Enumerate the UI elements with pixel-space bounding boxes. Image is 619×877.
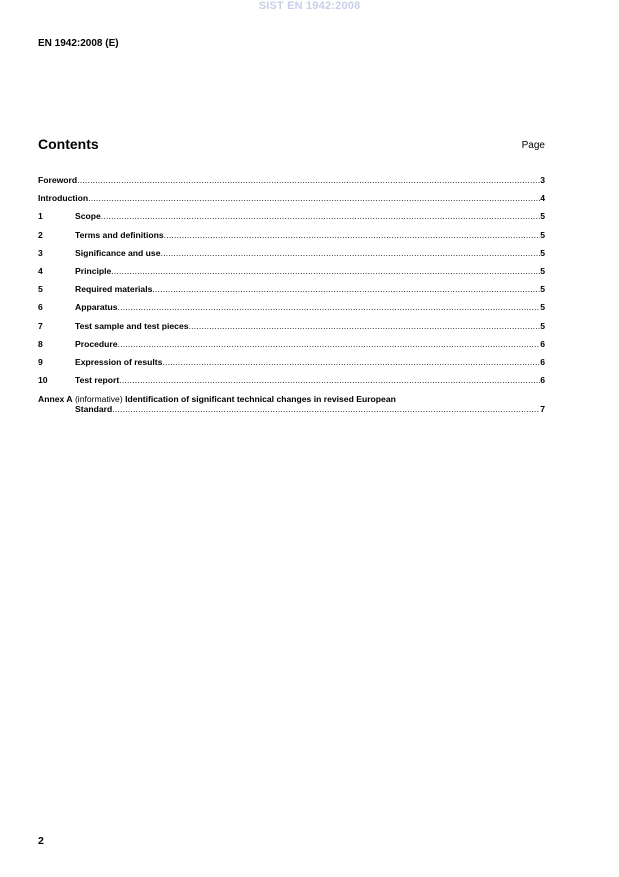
toc-dot-leader — [152, 284, 540, 294]
annex-title-line2: Standard — [75, 404, 113, 415]
toc-entry-title: Foreword — [38, 175, 78, 185]
toc-entry-annex-a[interactable] — [38, 394, 545, 414]
toc-entry-title: Terms and definitions — [75, 229, 164, 240]
toc-dot-leader — [162, 357, 540, 367]
toc-entry-significance-and-use[interactable] — [38, 248, 545, 266]
toc-entry-page: 6 — [540, 338, 545, 349]
annex-continuation-line — [38, 404, 545, 414]
toc-entry-number: 3 — [38, 247, 43, 258]
toc-entry-test-sample[interactable] — [38, 321, 545, 339]
toc-dot-leader — [119, 375, 540, 385]
toc-dot-leader — [164, 230, 541, 240]
toc-entry-page: 5 — [540, 284, 545, 295]
page-column-label: Page — [521, 140, 545, 151]
toc-dot-leader — [160, 248, 540, 258]
toc-entry-scope[interactable] — [38, 211, 545, 229]
toc-entry-title: Introduction — [38, 193, 89, 204]
toc-dot-leader — [118, 339, 541, 349]
toc-entry-number: 7 — [38, 320, 43, 331]
toc-entry-page: 5 — [540, 302, 545, 313]
toc-dot-leader — [189, 321, 541, 331]
toc-dot-leader — [112, 404, 540, 414]
toc-entry-title: Test report — [75, 375, 120, 386]
toc-entry-terms-and-definitions[interactable] — [38, 230, 545, 248]
toc-entry-title: Procedure — [75, 338, 118, 349]
toc-entry-title: Scope — [75, 211, 101, 222]
toc-entry-number: 5 — [38, 284, 43, 295]
toc-entry-principle[interactable] — [38, 266, 545, 284]
toc-entry-page: 5 — [540, 320, 545, 331]
toc-entry-expression-of-results[interactable] — [38, 357, 545, 375]
annex-page: 7 — [540, 404, 545, 415]
contents-heading: Contents — [38, 136, 99, 152]
toc-entry-page: 5 — [540, 229, 545, 240]
toc-entry-foreword[interactable] — [38, 175, 545, 193]
toc-entry-title: Expression of results — [75, 356, 163, 367]
toc-entry-required-materials[interactable] — [38, 284, 545, 302]
toc-entry-page: 6 — [540, 375, 545, 386]
toc-entry-page: 6 — [540, 356, 545, 367]
document-id: EN 1942:2008 (E) — [38, 38, 119, 49]
toc-dot-leader — [77, 175, 540, 185]
toc-entry-number: 9 — [38, 356, 43, 367]
toc-entry-page: 4 — [540, 193, 545, 204]
annex-label: Annex A — [38, 394, 73, 405]
toc-dot-leader — [101, 211, 540, 221]
toc-entry-page: 5 — [540, 211, 545, 222]
toc-dot-leader — [118, 302, 541, 312]
annex-qualifier: (informative) — [74, 394, 123, 405]
watermark: SIST EN 1942:2008 — [258, 0, 361, 12]
toc-entry-page: 5 — [540, 265, 545, 276]
toc-dot-leader — [111, 266, 540, 276]
toc-entry-page: 5 — [540, 247, 545, 258]
table-of-contents — [38, 175, 545, 414]
toc-entry-number: 8 — [38, 338, 43, 349]
toc-entry-number: 6 — [38, 302, 43, 313]
toc-entry-number: 4 — [38, 265, 43, 276]
toc-entry-number: 2 — [38, 229, 43, 240]
toc-entry-introduction[interactable] — [38, 193, 545, 211]
toc-entry-number: 10 — [38, 375, 48, 386]
toc-entry-number: 1 — [38, 211, 43, 222]
toc-entry-procedure[interactable] — [38, 339, 545, 357]
toc-entry-apparatus[interactable] — [38, 302, 545, 320]
toc-entry-title: Apparatus — [75, 302, 118, 313]
toc-entry-test-report[interactable] — [38, 375, 545, 393]
toc-entry-page: 3 — [540, 175, 545, 185]
annex-heading-line — [38, 394, 545, 404]
toc-entry-title: Significance and use — [75, 247, 161, 258]
toc-dot-leader — [88, 193, 540, 203]
annex-title-line1: Identification of significant technical changes in revised European — [125, 394, 396, 405]
toc-entry-title: Test sample and test pieces — [75, 320, 189, 331]
page-number: 2 — [38, 835, 44, 847]
toc-entry-title: Required materials — [75, 284, 153, 295]
toc-entry-title: Principle — [75, 265, 112, 276]
